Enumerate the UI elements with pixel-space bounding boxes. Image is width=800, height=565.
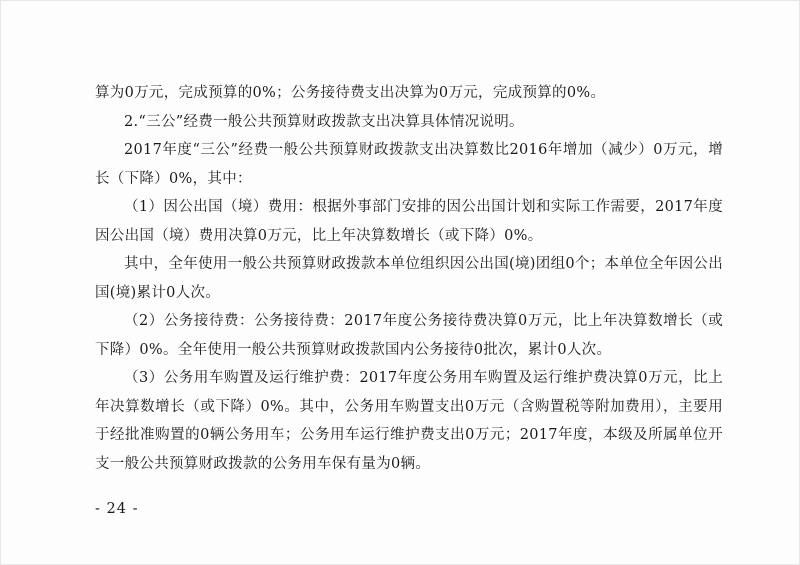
page-number: - 24 - xyxy=(95,501,139,517)
paragraph-3: 2017年度“三公”经费一般公共预算财政拨款支出决算数比2016年增加（减少）0万元，增长（下降）0%，其中： xyxy=(95,142,723,187)
paragraph-6: （2）公务接待费：公务接待费：2017年度公务接待费决算0万元，比上年决算数增长（或下降）0%。全年使用一般公共预算财政拨款国内公务接待0批次，累计0人次。 xyxy=(95,313,723,358)
paragraph-7: （3）公务用车购置及运行维护费：2017年度公务用车购置及运行维护费决算0万元，比上年决算数增长（或下降）0%。其中，公务用车购置支出0万元（含购置税等附加费用），主要用于经批准购置的0辆公务用车；公务用车运行维护费支出0万元；2017年度，本级及所属单位开支一般公共预算财政拨款的公务用车保有量为0辆。 xyxy=(95,370,723,472)
paragraph-4: （1）因公出国（境）费用：根据外事部门安排的因公出国计划和实际工作需要，2017年度因公出国（境）费用决算0万元，比上年决算数增长（或下降）0%。 xyxy=(95,199,723,244)
paragraph-5: 其中，全年使用一般公共预算财政拨款本单位组织因公出国(境)团组0个；本单位全年因公出国(境)累计0人次。 xyxy=(95,256,723,301)
document-body xyxy=(95,79,723,478)
paragraph-2: 2.“三公”经费一般公共预算财政拨款支出决算具体情况说明。 xyxy=(124,113,524,130)
paragraph-1: 算为0万元，完成预算的0%；公务接待费支出决算为0万元，完成预算的0%。 xyxy=(95,85,606,101)
